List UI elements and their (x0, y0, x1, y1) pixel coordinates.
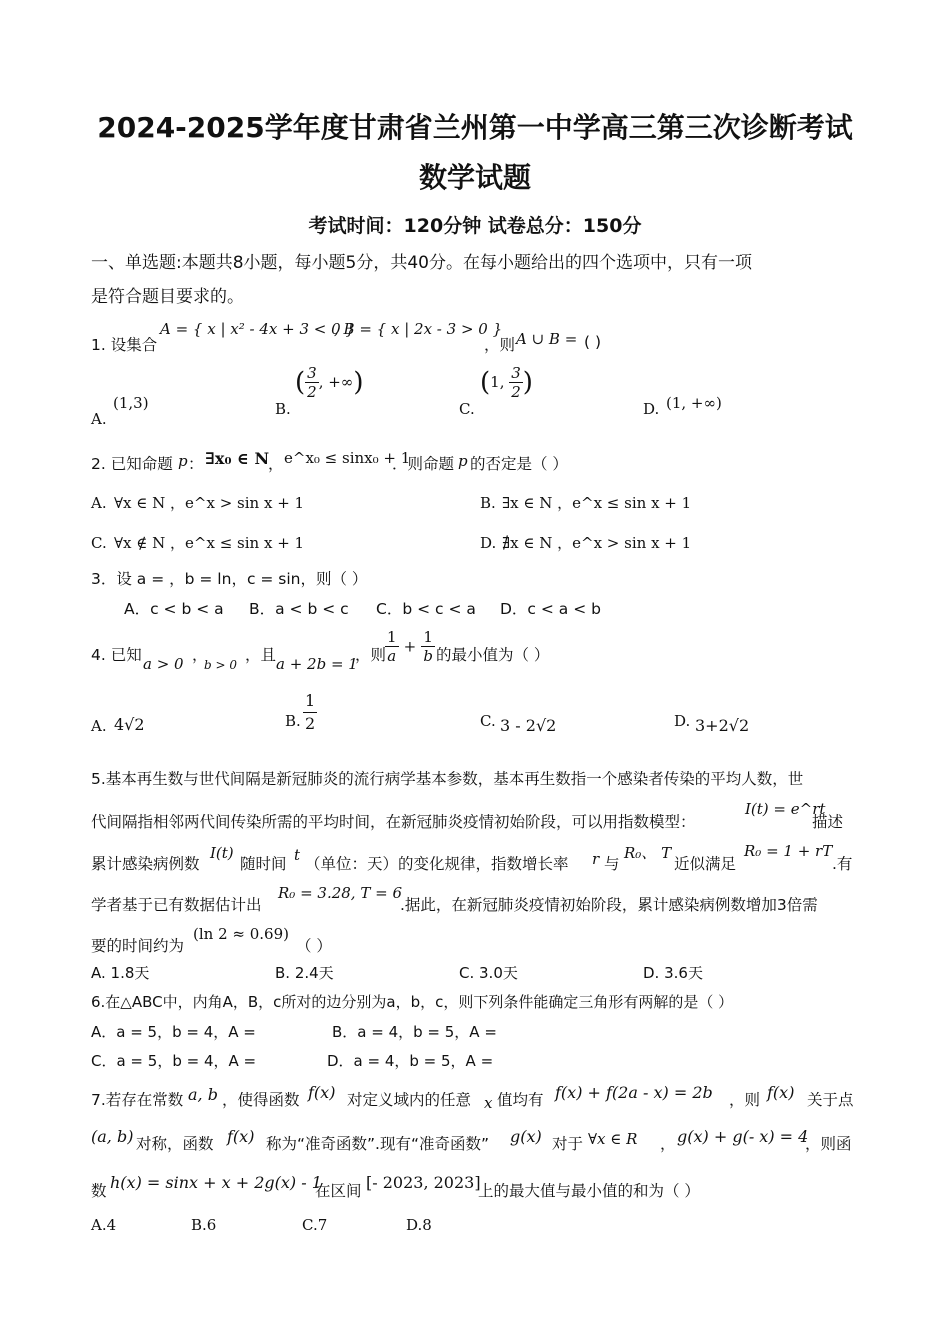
q5-line3-d: 与 (604, 855, 620, 873)
q4-mid: ，且 (245, 646, 277, 664)
q1-set-b: , B = { x | 2x - 3 > 0 } (334, 320, 503, 338)
q7-gx: g(x) (510, 1127, 542, 1146)
q2-option-c: ∀x ∉ N ，e^x ≤ sin x + 1 (114, 534, 305, 552)
q1-prefix: 1. 设集合 (91, 336, 158, 354)
q5-line5-b: （ ） (296, 937, 332, 955)
q4-cond-a: a > 0 (143, 655, 184, 673)
q4-option-b-num: 1 (303, 690, 317, 713)
q5-model: I(t) = e^rt (745, 800, 826, 818)
q7-interval: [- 2023, 2023] (366, 1173, 481, 1192)
q2-option-a-label: A. (91, 494, 107, 512)
q7-point: (a, b) (91, 1127, 134, 1146)
q4-option-a-label: A. (91, 717, 107, 735)
q1-option-c: (1, $\frac{3}{2}$ ) (480, 364, 533, 401)
q5-line3-e: 近似满足 (674, 855, 737, 873)
q6-option-a: A．a = 5，b = 4，A = (91, 1023, 256, 1041)
q5-line1: 5.基本再生数与世代间隔是新冠肺炎的流行病学基本参数，基本再生数指一个感染者传染的平均人数，世 (91, 770, 804, 788)
q1-ask: ，则 (484, 336, 516, 354)
q4-frac2-num: 1 (421, 628, 435, 647)
q2-prefix: 2. 已知命题 (91, 455, 173, 473)
q7-hx: h(x) = sinx + x + 2g(x) - 1 (110, 1173, 322, 1192)
q4-sep: ， (192, 646, 208, 664)
q1-option-b-den: 2 (307, 383, 317, 401)
q7-line1-d: 值均有 (497, 1091, 544, 1109)
q4-frac2-den: b (423, 647, 433, 665)
q7-line2-c: 对于 (552, 1135, 584, 1153)
q1-option-c-num: 3 (511, 364, 521, 382)
q4-ask: ，则 (355, 646, 387, 664)
q6-option-d: D．a = 4，b = 5，A = (327, 1052, 494, 1070)
q2-prop: ∃x₀ ∈ N (205, 449, 270, 468)
q3-option-c: C．b < c < a (376, 600, 476, 618)
q7-line1-e: ，则 (729, 1091, 761, 1109)
q5-r: r (592, 850, 600, 868)
q5-option-b: B. 2.4天 (275, 964, 334, 982)
q1-option-b-label: B. (275, 400, 291, 418)
q7-line3-c: 上的最大值与最小值的和为（ ） (478, 1182, 700, 1200)
q1-option-d-label: D. (643, 400, 660, 418)
q4-frac1-den: a (387, 647, 397, 665)
q7-fx2: f(x) (767, 1083, 795, 1102)
q1-option-b-tail: , +∞ (318, 373, 354, 391)
q5-line5-a: 要的时间约为 (91, 937, 185, 955)
q7-line3-b: 在区间 (315, 1182, 362, 1200)
q7-fx3: f(x) (227, 1127, 255, 1146)
q7-line3-a: 数 (91, 1182, 107, 1200)
q5-line2-a: 代间隔指相邻两代间传染所需的平均时间，在新冠肺炎疫情初始阶段，可以用指数模型： (91, 813, 696, 831)
section1-line2: 是符合题目要求的。 (91, 287, 244, 307)
q5-R0T: R₀、 T (624, 844, 672, 862)
page-title-line2: 数学试题 (418, 161, 531, 194)
q6-option-b: B．a = 4，b = 5，A = (332, 1023, 497, 1041)
q2-option-d: ∄x ∈ N ，e^x > sin x + 1 (502, 534, 692, 552)
page-title-line1: 2024-2025学年度甘肃省兰州第一中学高三第三次诊断考试 (97, 111, 853, 144)
q1-option-c-label: C. (459, 400, 475, 418)
q1-option-a: (1,3) (113, 394, 149, 412)
q1-option-d: (1, +∞) (666, 394, 722, 412)
q7-line2-b: 称为“准奇函数”.现有“准奇函数” (266, 1135, 490, 1153)
q4-option-c: 3 - 2√2 (500, 716, 557, 735)
q4-expression (385, 628, 435, 665)
q2-option-a: ∀x ∈ N ，e^x > sin x + 1 (114, 494, 305, 512)
q5-estimate: R₀ = 3.28, T = 6 (278, 884, 402, 902)
q3-option-b: B．a < b < c (249, 600, 349, 618)
q7-fx: f(x) (308, 1083, 336, 1102)
q7-line1-g: 关于点 (807, 1091, 854, 1109)
q5-ln2: (ln 2 ≈ 0.69) (193, 925, 289, 943)
q7-option-c: C.7 (302, 1216, 328, 1234)
exam-meta: 考试时间：120分钟 试卷总分：150分 (308, 215, 642, 237)
q7-line2-a: 对称，函数 (136, 1135, 214, 1153)
q4-prefix: 4. 已知 (91, 646, 142, 664)
q7-line1-b: ，使得函数 (222, 1091, 300, 1109)
q4-tail: 的最小值为（ ） (436, 646, 550, 664)
q5-line4-a: 学者基于已有数据估计出 (91, 896, 262, 914)
q2-option-b: ∃x ∈ N ，e^x ≤ sin x + 1 (502, 494, 692, 512)
q2-option-b-label: B. (480, 494, 496, 512)
q7-line2-e: ，则函 (805, 1135, 852, 1153)
q4-frac1-num: 1 (387, 628, 397, 646)
q3-option-a: A．c < b < a (124, 600, 224, 618)
section1-line1: 一、单选题:本题共8小题，每小题5分，共40分。在每小题给出的四个选项中，只有一项 (91, 253, 752, 273)
q3-option-d: D．c < a < b (500, 600, 601, 618)
q1-option-c-head: 1, (490, 373, 510, 391)
q3-stem: 3．设 a = ，b = ln，c = sin，则（ ） (91, 570, 368, 588)
q4-option-b-label: B. (285, 712, 301, 730)
q1-option-a-label: A. (91, 410, 107, 428)
q2-ask2: 的否定是（ ） (470, 455, 568, 473)
q5-It: I(t) (210, 844, 234, 862)
q7-option-a: A.4 (91, 1216, 117, 1234)
q4-cond-b: b > 0 (204, 658, 237, 672)
q5-line3-a: 累计感染病例数 (91, 855, 200, 873)
q2-comma: ， (268, 455, 284, 473)
q2-colon: ： (188, 455, 204, 473)
q2-ask: ．则命题 (392, 455, 455, 473)
q7-x: x (484, 1094, 493, 1112)
q7-option-d: D.8 (406, 1216, 432, 1234)
q4-option-c-label: C. (480, 712, 496, 730)
q1-set-a: A = { x | x² - 4x + 3 < 0 } (160, 320, 355, 338)
q4-plus: + (403, 637, 417, 656)
q4-option-a: 4√2 (114, 715, 145, 734)
q2-p: p (178, 452, 188, 470)
q7-line1-c: 对定义域内的任意 (347, 1091, 472, 1109)
q1-option-c-den: 2 (511, 383, 521, 401)
q5-line3-c: （单位：天）的变化规律，指数增长率 (305, 855, 569, 873)
q7-line2-d: ， (660, 1135, 676, 1153)
q4-option-b-den: 2 (305, 714, 316, 733)
q7-option-b: B.6 (191, 1216, 217, 1234)
q4-option-b (303, 690, 317, 735)
q1-option-b: ( $\frac{3}{2}$ , +∞) (295, 364, 364, 401)
q1-union: A ∪ B = (516, 330, 578, 348)
q5-relation: R₀ = 1 + rT (744, 842, 833, 860)
q6-option-c: C．a = 5，b = 4，A = (91, 1052, 257, 1070)
q4-option-d-label: D. (674, 712, 691, 730)
q7-g-identity: g(x) + g(- x) = 4 (677, 1127, 809, 1146)
q7-line1-a: 7.若存在常数 (91, 1091, 184, 1109)
q5-line4-b: .据此，在新冠肺炎疫情初始阶段，累计感染病例数增加3倍需 (400, 896, 818, 914)
q6-stem: 6.在△ABC中，内角A，B，c所对的边分别为a，b，c，则下列条件能确定三角形有两解的是（ ） (91, 993, 734, 1011)
q7-identity: f(x) + f(2a - x) = 2b (555, 1083, 713, 1102)
q7-ab: a, b (188, 1085, 218, 1104)
q4-option-d: 3+2√2 (695, 716, 750, 735)
q5-line3-b: 随时间 (240, 855, 287, 873)
q1-option-b-num: 3 (307, 364, 317, 382)
q2-option-c-label: C. (91, 534, 107, 552)
q5-line2-b: 描述 (812, 813, 844, 831)
q5-option-a: A. 1.8天 (91, 964, 150, 982)
q5-option-d: D. 3.6天 (643, 964, 703, 982)
q5-t: t (294, 846, 301, 864)
q4-cond-sum: a + 2b = 1 (276, 655, 358, 673)
q1-paren: ( ) (584, 333, 602, 351)
q2-prop2: e^x₀ ≤ sinx₀ + 1 (284, 449, 411, 467)
q5-line3-f: .有 (832, 855, 853, 873)
q2-p2: p (458, 452, 468, 470)
q5-option-c: C. 3.0天 (459, 964, 518, 982)
q7-forall: ∀x ∈ R (588, 1130, 638, 1148)
q2-option-d-label: D. (480, 534, 497, 552)
